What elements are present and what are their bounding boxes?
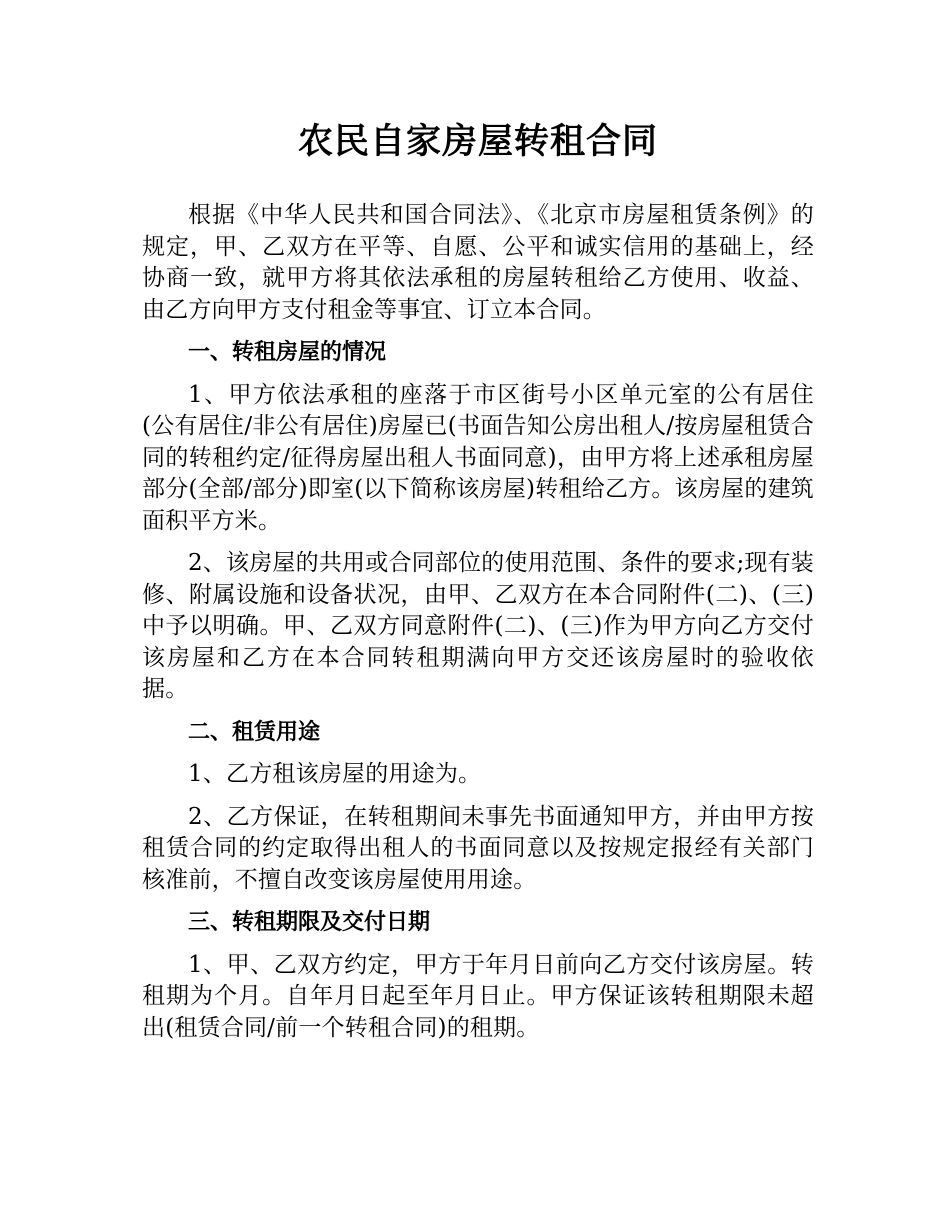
intro-paragraph: 根据《中华人民共和国合同法》、《北京市房屋租赁条例》的规定，甲、乙双方在平等、自愿、公平和诚实信用的基础上，经协商一致，就甲方将其依法承租的房屋转租给乙方使用、收益、由乙方向甲方支付租金等事宜、订立本合同。 <box>142 202 814 323</box>
section-paragraph: 2、该房屋的共用或合同部位的使用范围、条件的要求;现有装修、附属设施和设备状况，由甲、乙双方在本合同附件(二)、(三)中予以明确。甲、乙双方同意附件(二)、(三)作为甲方向乙方交付该房屋和乙方在本合同转租期满向甲方交还该房屋时的验收依据。 <box>142 550 814 702</box>
section-heading: 一、转租房屋的情况 <box>188 340 387 365</box>
section-heading: 二、租赁用途 <box>188 719 321 745</box>
document-title: 农民自家房屋转租合同 <box>297 122 658 162</box>
section-heading: 三、转租期限及交付日期 <box>188 910 431 935</box>
section-paragraph: 1、甲、乙双方约定，甲方于年月日前向乙方交付该房屋。转租期为个月。自年月日起至年月日止。甲方保证该转租期限未超出(租赁合同/前一个转租合同)的租期。 <box>142 951 814 1041</box>
section-3 <box>142 907 814 1044</box>
section-paragraph: 2、乙方保证，在转租期间未事先书面通知甲方，并由甲方按租赁合同的约定取得出租人的书面同意以及按规定报经有关部门核准前，不擅自改变该房屋使用用途。 <box>142 803 814 893</box>
section-2 <box>142 717 814 897</box>
section-paragraph: 1、乙方租该房屋的用途为。 <box>188 761 482 787</box>
document-body <box>142 118 814 1055</box>
section-1 <box>142 337 814 706</box>
section-paragraph: 1、甲方依法承租的座落于市区街号小区单元室的公有居住(公有居住/非公有居住)房屋已(书面告知公房出租人/按房屋租赁合同的转租约定/征得房屋出租人书面同意)，由甲方将上述承租房屋部分(全部/部分)即室(以下简称该房屋)转租给乙方。该房屋的建筑面积平方米。 <box>142 381 814 534</box>
